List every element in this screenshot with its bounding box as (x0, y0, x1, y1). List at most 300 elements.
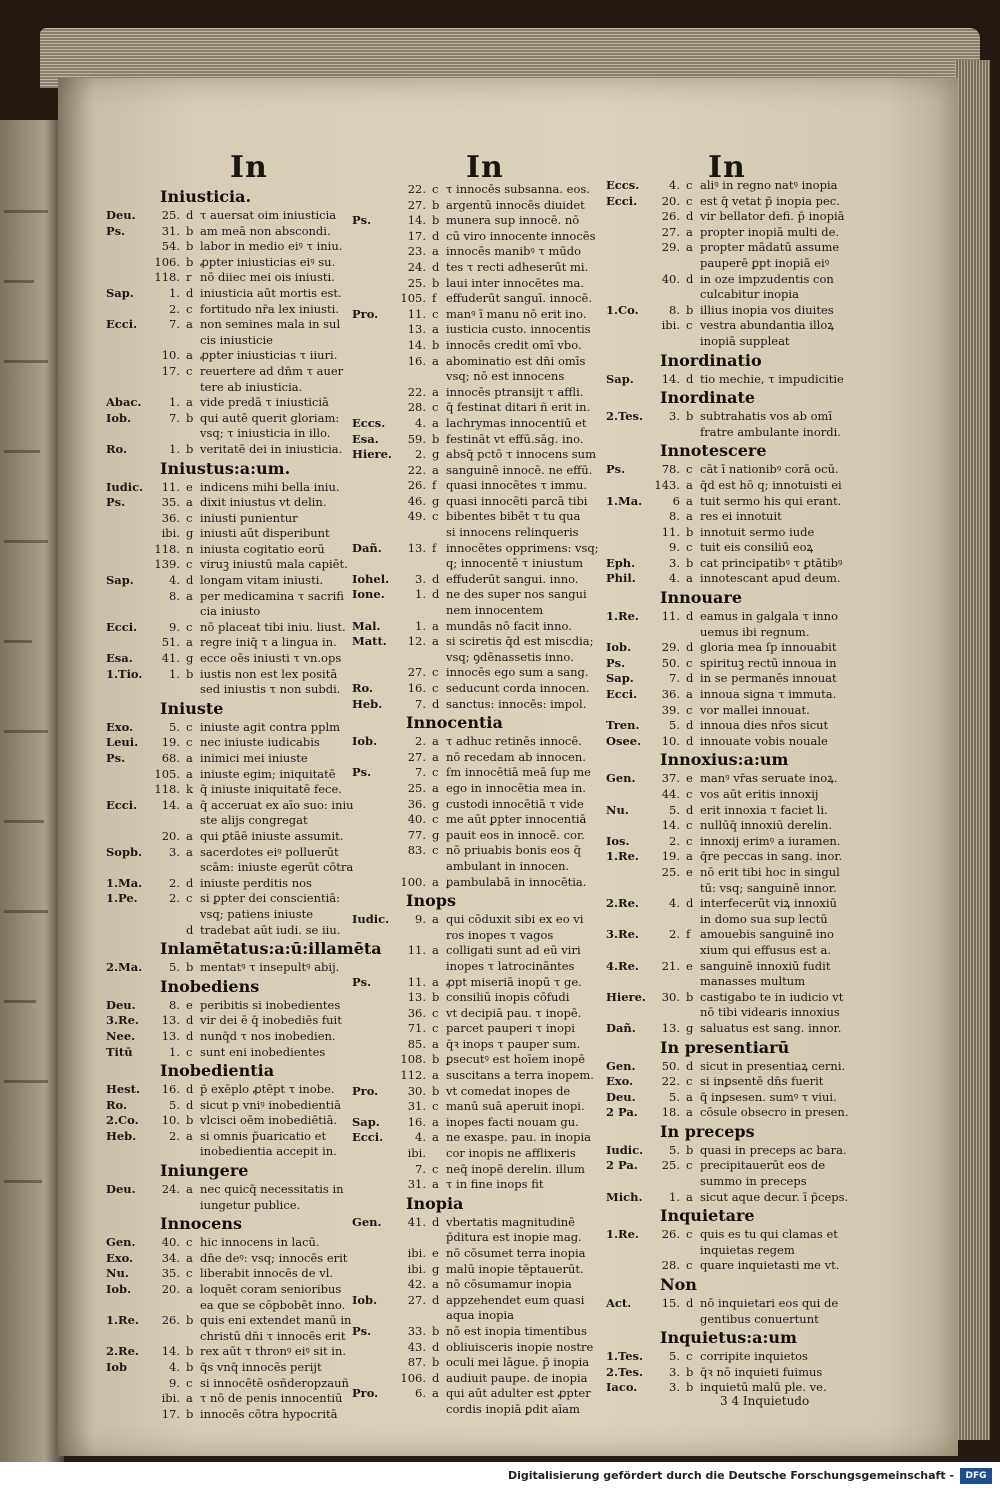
citation-line (106, 573, 366, 589)
column-center (352, 182, 612, 1418)
citation-line (352, 1246, 612, 1262)
citation-text: nō est inopia timentibus (446, 1323, 587, 1338)
section-letter: e (686, 864, 693, 879)
book-ref: Ps. (606, 462, 626, 477)
book-ref: Iob. (106, 1282, 132, 1297)
entry-heading: Iniungere (160, 1161, 249, 1181)
entry-heading: Inquietus:a:um (660, 1328, 797, 1348)
citation-text: effuderūt sangui. inno. (446, 571, 579, 586)
book-ref: Ecci. (606, 193, 638, 208)
citation-text: in oze impzudentis con (700, 271, 834, 286)
citation-text: reuertere ad dn̄m τ auer (200, 363, 344, 378)
chapter-number: 25. (407, 780, 426, 795)
chapter-number: 5. (169, 1097, 180, 1112)
chapter-number: 21. (661, 958, 680, 973)
section-letter: d (432, 587, 440, 602)
chapter-number: 31. (407, 1177, 426, 1192)
section-letter: d (686, 209, 694, 224)
catchword: Inquietudo (742, 1394, 810, 1408)
citation-line (606, 1143, 866, 1159)
citation-text: quasi in preceps ac bara. (700, 1142, 847, 1157)
book-ref: Iudic. (352, 912, 390, 927)
citation-line (606, 943, 866, 959)
chapter-number: 40. (161, 1235, 180, 1250)
citation-text: innoua signa τ immuta. (700, 687, 837, 702)
citation-line (352, 650, 612, 666)
citation-text: nō erit tibi hoc in singul (700, 864, 840, 879)
chapter-number: 4. (669, 178, 680, 192)
citation-text: inimici mei iniuste (200, 751, 308, 765)
section-letter: a (432, 1130, 439, 1145)
book-ref: Ps. (352, 974, 372, 989)
chapter-number: 106. (154, 254, 180, 269)
citation-line (106, 767, 366, 783)
citation-text: xium qui effusus est a. (700, 942, 831, 957)
citation-text: inopes τ latrocināntes (446, 958, 575, 973)
section-letter: e (686, 958, 693, 973)
citation-line (352, 619, 612, 635)
book-ref: Ione. (352, 587, 385, 602)
citation-text: inopiā suppleat (700, 333, 790, 348)
book-ref: Exo. (606, 1074, 634, 1089)
section-letter: a (432, 1068, 439, 1083)
book-ref: Sap. (606, 671, 634, 686)
citation-text: argentū innocēs diuidet (446, 197, 585, 212)
book-ref: Ecci. (106, 619, 138, 634)
citation-text: rex aūt τ thronꝰ eiꝰ sit in. (200, 1344, 347, 1359)
chapter-number: 31. (407, 1099, 426, 1114)
chapter-number: 118. (154, 782, 180, 797)
citation-line (606, 990, 866, 1006)
chapter-number: 31. (161, 223, 180, 238)
citation-text: per medicamina τ sacrifi (200, 588, 344, 603)
citation-text: innocēs manibꝰ τ mūdo (446, 244, 582, 259)
section-letter: a (432, 322, 439, 337)
section-letter: b (432, 1083, 440, 1098)
citation-text: si ꝑpter dei conscientiā: (200, 891, 341, 906)
citation-text: si innocētē osñderopzauñ (200, 1375, 349, 1390)
section-letter: a (432, 244, 439, 259)
chapter-number: 8. (669, 509, 680, 524)
book-ref: Pro. (352, 1083, 379, 1098)
chapter-number: ibi. (161, 1391, 180, 1406)
section-letter: c (432, 182, 439, 196)
book-ref: Nu. (106, 1266, 129, 1281)
section-letter: a (186, 348, 193, 363)
citation-text: si sciretis q̄d est miscdia; (446, 634, 594, 649)
book-ref: Iob. (352, 734, 378, 749)
chapter-number: 2. (169, 891, 180, 906)
book-ref: Ecci. (106, 317, 138, 332)
citation-line (106, 511, 366, 527)
section-letter: a (686, 849, 693, 864)
citation-text: nem innocentem (446, 603, 544, 618)
citation-text: sanguinē innoxiū fudit (700, 958, 831, 973)
section-letter: a (686, 509, 693, 524)
section-letter: b (186, 1360, 194, 1374)
section-letter: a (432, 1386, 439, 1401)
citation-text: corripite inquietos (700, 1349, 808, 1364)
citation-line (606, 409, 866, 425)
book-ref: Eccs. (352, 415, 386, 430)
chapter-number: 7. (415, 1161, 426, 1176)
section-letter: b (686, 1364, 694, 1379)
citation-text: qui aūt adulter est ꝓpter (446, 1386, 591, 1401)
citation-line (106, 426, 366, 442)
section-letter: g (432, 827, 440, 842)
citation-text: effuderūt sanguī. innocē. (446, 291, 592, 306)
section-letter: b (186, 239, 194, 254)
citation-line (352, 750, 612, 766)
citation-line (606, 959, 866, 975)
citation-line (606, 462, 866, 478)
chapter-number: 3. (669, 409, 680, 424)
section-letter: a (686, 1105, 693, 1120)
citation-line (106, 255, 366, 271)
citation-text: mentatꝰ τ insepultꝰ abij. (200, 960, 340, 975)
citation-text: nō inquietari eos qui de (700, 1296, 839, 1311)
chapter-number: 27. (407, 197, 426, 212)
book-ref: Ps. (106, 495, 126, 510)
citation-text: inquietū malū ple. ve. (700, 1380, 827, 1395)
citation-text: q̄ acceruat ex aīo suo: iniu (200, 797, 354, 812)
citation-line (106, 1182, 366, 1198)
chapter-number: 50. (661, 655, 680, 670)
citation-text: illius inopia vos diuites (700, 302, 834, 317)
book-ref: Ecci. (106, 797, 138, 812)
citation-text: cis iniusticie (200, 332, 273, 347)
citation-line (106, 1113, 366, 1129)
section-letter: c (432, 306, 439, 321)
section-letter: b (686, 524, 694, 539)
chapter-number: 9. (669, 540, 680, 555)
chapter-number: 9. (169, 619, 180, 634)
citation-line (106, 1391, 366, 1407)
citation-line (606, 609, 866, 625)
chapter-number: 105. (400, 291, 426, 306)
chapter-number: 8. (169, 588, 180, 603)
section-letter: b (186, 223, 194, 238)
citation-line (352, 875, 612, 891)
chapter-number: 15. (661, 1296, 680, 1311)
chapter-number: 112. (400, 1068, 426, 1083)
section-letter: b (432, 431, 440, 446)
section-letter: a (432, 384, 439, 399)
citation-line (352, 541, 612, 557)
citation-text: cū viro innocente innocēs (446, 228, 596, 243)
citation-text: hic innocens in lacū. (200, 1235, 320, 1250)
chapter-number: 40. (407, 812, 426, 827)
citation-line (106, 891, 366, 907)
citation-line (106, 735, 366, 751)
chapter-number: 14. (407, 213, 426, 228)
citation-line (606, 178, 866, 194)
section-letter: b (186, 1313, 194, 1328)
book-ref: Iob. (606, 640, 632, 655)
citation-line (106, 1282, 366, 1298)
citation-line (352, 182, 612, 198)
chapter-number: 46. (407, 493, 426, 508)
citation-line (352, 244, 612, 260)
citation-text: sicut p vniꝰ inobedientiā (200, 1097, 341, 1112)
citation-line (106, 923, 366, 939)
section-letter: d (686, 671, 694, 686)
chapter-number: 17. (161, 363, 180, 378)
chapter-number: 14. (661, 818, 680, 833)
book-ref: 1.Pe. (106, 891, 138, 906)
citation-text: cat principatibꝰ τ ꝑtātibꝰ (700, 555, 843, 570)
chapter-number: 1. (669, 1189, 680, 1204)
citation-line (106, 542, 366, 558)
citation-text: ambulant in innocen. (446, 858, 570, 873)
chapter-number: 36. (661, 687, 680, 702)
citation-line (606, 881, 866, 897)
section-letter: c (186, 891, 193, 906)
citation-line (606, 656, 866, 672)
citation-text: christū dn̄i τ innocēs erit (200, 1328, 346, 1343)
entry-heading: Innocens (160, 1214, 242, 1234)
book-ref: Ps. (352, 213, 372, 228)
chapter-number: 1. (415, 587, 426, 602)
citation-text: am meā non abscondi. (200, 223, 331, 238)
citation-text: innocēs ego sum a sang. (446, 665, 589, 680)
chapter-number: 28. (661, 1258, 680, 1273)
citation-line (352, 1021, 612, 1037)
citation-text: peribitis si inobedientes (200, 997, 341, 1012)
book-ref: Gen. (106, 1235, 136, 1250)
citation-line (606, 1059, 866, 1075)
book-page (58, 78, 958, 1456)
citation-text: ne exaspe. pau. in inopia (446, 1130, 591, 1145)
section-letter: d (686, 733, 694, 748)
citation-text: appzehendet eum quasi (446, 1292, 585, 1307)
citation-text: cāt ī nationibꝰ corā ocū. (700, 462, 839, 477)
book-ref: Sap. (106, 285, 134, 300)
chapter-number: 35. (161, 1266, 180, 1281)
citation-line (106, 1013, 366, 1029)
section-letter: g (432, 796, 440, 811)
citation-line (352, 1277, 612, 1293)
citation-line (106, 1029, 366, 1045)
citation-line (106, 270, 366, 286)
citation-line (606, 509, 866, 525)
citation-line (606, 1296, 866, 1312)
citation-text: vos aūt eritis innoxij (700, 787, 819, 801)
citation-line (106, 333, 366, 349)
chapter-number: 10. (161, 348, 180, 363)
citation-line (352, 369, 612, 385)
citation-line (606, 1243, 866, 1259)
citation-line (106, 876, 366, 892)
section-letter: c (432, 509, 439, 524)
citation-text: nunq̄d τ nos inobedien. (200, 1028, 336, 1043)
chapter-number: 5. (669, 718, 680, 733)
section-letter: c (432, 681, 439, 695)
citation-text: iniusti aūt disperibunt (200, 526, 330, 541)
citation-line (606, 703, 866, 719)
citation-line (352, 385, 612, 401)
chapter-number: 3. (415, 571, 426, 586)
section-letter: c (432, 812, 439, 827)
chapter-number: 13. (407, 540, 426, 555)
citation-line (352, 1099, 612, 1115)
section-letter: d (186, 1082, 194, 1097)
citation-text: innouate vobis nouale (700, 733, 828, 748)
citation-text: veritatē dei in iniusticia. (200, 441, 343, 456)
section-letter: c (432, 665, 439, 680)
citation-text: oculi mei lāgue. p̄ inopia (446, 1355, 590, 1370)
citation-line (606, 803, 866, 819)
citation-line (106, 1144, 366, 1160)
citation-text: me aūt ꝑpter innocentiā (446, 812, 587, 827)
chapter-number: 25. (161, 208, 180, 222)
book-ref: Ro. (352, 681, 374, 695)
citation-line (352, 1371, 612, 1387)
book-ref: Abac. (106, 395, 142, 410)
section-letter: c (686, 1227, 693, 1242)
section-letter: d (686, 718, 694, 733)
section-letter: a (186, 1128, 193, 1143)
citation-text: q̄re peccas in sang. inor. (700, 849, 843, 864)
citation-text: res ei innotuit (700, 509, 782, 524)
citation-text: vsq; ꝯdēnassetis inno. (446, 649, 574, 664)
citation-text: quare inquietasti me vt. (700, 1258, 840, 1273)
book-ref: Heb. (106, 1128, 137, 1143)
chapter-number: 54. (161, 239, 180, 254)
citation-text: tradebat aūt iudi. se iiu. (200, 922, 341, 937)
citation-line (606, 494, 866, 510)
citation-line (352, 975, 612, 991)
citation-line (106, 1329, 366, 1345)
citation-text: quis eni extendet manū in (200, 1313, 352, 1328)
book-ref: Ecci. (352, 1130, 384, 1145)
chapter-number: 24. (161, 1182, 180, 1197)
chapter-number: 22. (661, 1074, 680, 1089)
chapter-number: 71. (407, 1021, 426, 1036)
citation-text: vir dei ē q̄ inobediēs fuit (200, 1013, 342, 1028)
citation-line (352, 1386, 612, 1402)
section-letter: c (186, 1235, 193, 1250)
chapter-number: 27. (407, 665, 426, 680)
book-ref: Iob (106, 1360, 128, 1374)
chapter-number: 51. (161, 635, 180, 650)
citation-line (606, 718, 866, 734)
chapter-number: 2. (169, 875, 180, 890)
citation-line (352, 1402, 612, 1418)
chapter-number: 18. (661, 1105, 680, 1120)
book-ref: 1.Co. (606, 302, 639, 317)
citation-text: q̄ festinat ditari ñ erit in. (446, 400, 591, 415)
citation-text: vbertatis magnitudinē (446, 1214, 575, 1229)
section-letter: b (686, 1380, 694, 1395)
section-letter: d (686, 896, 694, 911)
chapter-number: 5. (169, 719, 180, 734)
citation-text: innoua dies nr̄os sicut (700, 718, 829, 733)
citation-line (352, 307, 612, 323)
citation-line (606, 1349, 866, 1365)
chapter-number: 87. (407, 1355, 426, 1370)
book-ref: Osee. (606, 733, 642, 748)
chapter-number: 5. (669, 802, 680, 817)
section-letter: a (186, 1391, 193, 1406)
chapter-number: ibi. (407, 1246, 426, 1260)
chapter-number: 6 (672, 493, 680, 508)
book-ref: Exo. (106, 719, 134, 734)
citation-text: ea que se cōpbobēt inno. (200, 1297, 346, 1312)
citation-line (106, 1129, 366, 1145)
citation-text: innocētes opprimens: vsq; (446, 540, 599, 555)
citation-line (352, 1146, 612, 1162)
citation-line (352, 1324, 612, 1340)
citation-text: consiliū inopis cōfudi (446, 990, 570, 1005)
citation-text: fortitudo nr̄a lex iniusti. (200, 301, 340, 316)
citation-text: gentibus conuertunt (700, 1311, 819, 1326)
chapter-number: 108. (400, 1052, 426, 1067)
book-ref: 1.Ma. (606, 493, 643, 508)
digitization-footer (0, 1462, 1000, 1492)
citation-text: quasi innocēti parcā tibi (446, 493, 588, 508)
citation-line (352, 859, 612, 875)
citation-line (352, 943, 612, 959)
citation-text: inquietas regem (700, 1242, 795, 1257)
section-letter: c (186, 1044, 193, 1059)
citation-text: q̄d est hō q; innotuisti ei (700, 477, 842, 492)
book-ref: Gen. (606, 1058, 636, 1073)
citation-text: nō placeat tibi iniu. liust. (200, 619, 346, 634)
citation-text: sicut in presentiaꝝ cerni. (700, 1058, 846, 1073)
book-ref: 4.Re. (606, 958, 639, 973)
citation-line (352, 587, 612, 603)
section-letter: c (686, 818, 693, 833)
citation-line (606, 1174, 866, 1190)
book-ref: Pro. (352, 306, 379, 321)
chapter-number: 2. (669, 927, 680, 942)
citation-line (106, 751, 366, 767)
chapter-number: 5. (669, 1142, 680, 1157)
book-ref: Eccs. (606, 178, 640, 192)
citation-line (106, 998, 366, 1014)
citation-line (606, 1190, 866, 1206)
citation-line (352, 1068, 612, 1084)
chapter-number: 19. (161, 735, 180, 750)
book-ref: Iob. (352, 1292, 378, 1307)
section-letter: c (686, 178, 693, 192)
citation-line (606, 849, 866, 865)
citation-line (352, 1262, 612, 1278)
chapter-number: 37. (661, 771, 680, 786)
citation-text: subtrahatis vos ab omī (700, 409, 833, 424)
citation-line (106, 782, 366, 798)
citation-text: erit innoxia τ faciet li. (700, 802, 828, 817)
citation-text: innoxij erimꝰ a iuramen. (700, 833, 841, 848)
chapter-number: 2. (669, 833, 680, 848)
citation-text: vt comedat inopes de (446, 1083, 571, 1098)
book-ref: 2.Tes. (606, 409, 644, 424)
chapter-number: ibi. (161, 526, 180, 541)
citation-line (106, 364, 366, 380)
citation-line (352, 990, 612, 1006)
citation-line (106, 239, 366, 255)
section-letter: a (432, 912, 439, 927)
chapter-number: 5. (669, 1089, 680, 1104)
book-ref: Iudic. (106, 479, 144, 494)
citation-line (352, 797, 612, 813)
citation-line (352, 928, 612, 944)
citation-line (352, 463, 612, 479)
citation-text: uemus ibi regnum. (700, 624, 810, 639)
citation-text: festināt vt effū.sāg. ino. (446, 431, 584, 446)
citation-text: sacerdotes eiꝰ polluerūt (200, 844, 339, 859)
